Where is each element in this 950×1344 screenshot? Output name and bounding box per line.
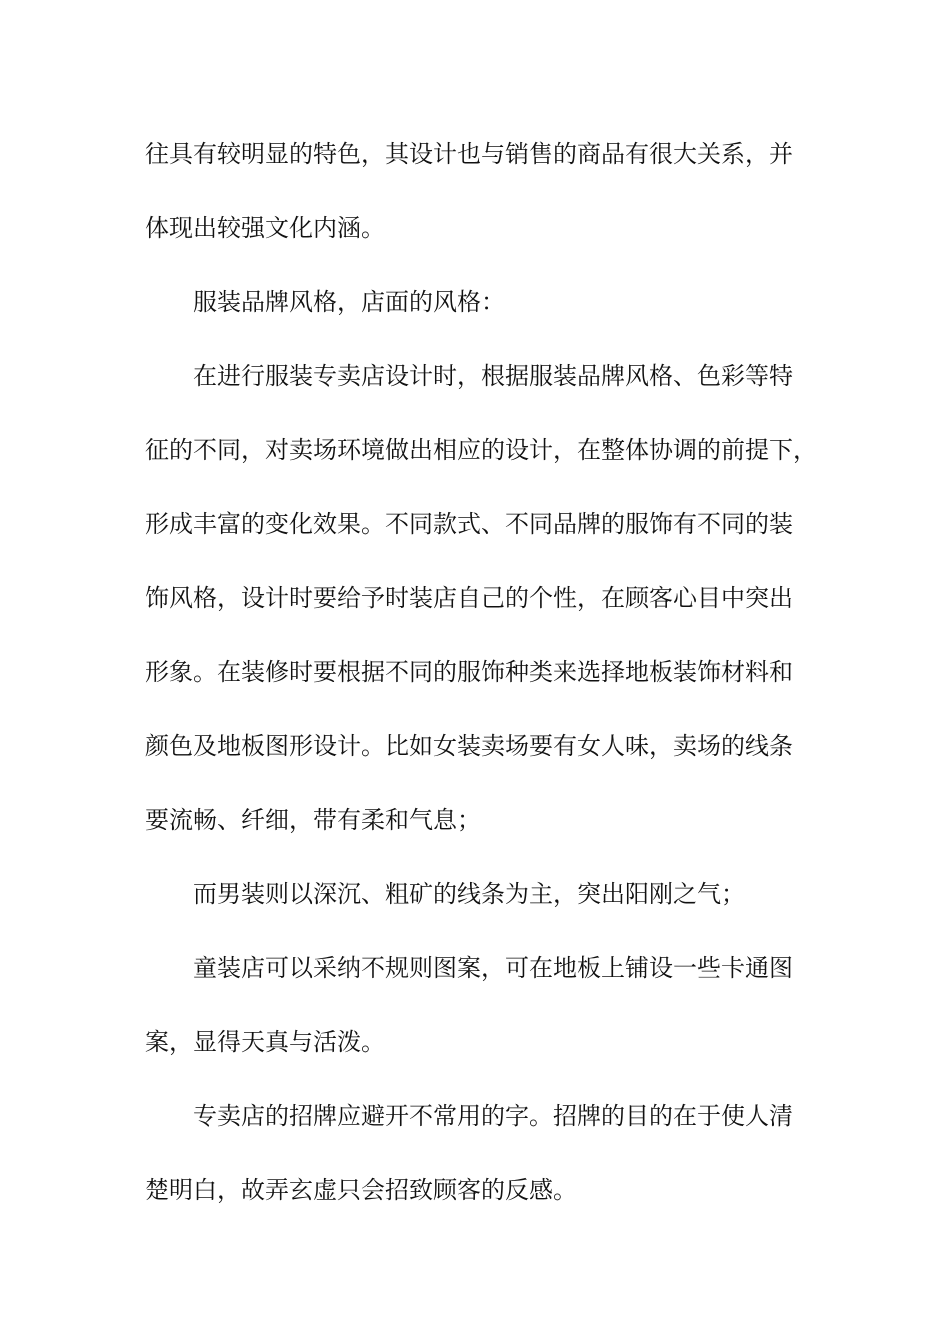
text-line: 在进行服装专卖店设计时，根据服装品牌风格、色彩等特 xyxy=(193,362,793,390)
text-line: 征的不同，对卖场环境做出相应的设计，在整体协调的前提下， xyxy=(145,436,817,464)
text-line: 形成丰富的变化效果。不同款式、不同品牌的服饰有不同的装 xyxy=(145,510,793,538)
text-line: 要流畅、纤细，带有柔和气息； xyxy=(145,806,481,834)
text-line: 案，显得天真与活泼。 xyxy=(145,1028,385,1056)
text-line: 颜色及地板图形设计。比如女装卖场要有女人味，卖场的线条 xyxy=(145,732,793,760)
text-line: 童装店可以采纳不规则图案，可在地板上铺设一些卡通图 xyxy=(193,954,793,982)
text-line: 专卖店的招牌应避开不常用的字。招牌的目的在于使人清 xyxy=(193,1102,793,1130)
text-line: 饰风格，设计时要给予时装店自己的个性，在顾客心目中突出 xyxy=(145,584,793,612)
text-line: 形象。在装修时要根据不同的服饰种类来选择地板装饰材料和 xyxy=(145,658,793,686)
text-line: 体现出较强文化内涵。 xyxy=(145,214,385,242)
text-line: 而男装则以深沉、粗矿的线条为主，突出阳刚之气； xyxy=(193,880,745,908)
text-line: 楚明白，故弄玄虚只会招致顾客的反感。 xyxy=(145,1176,577,1204)
text-line: 往具有较明显的特色，其设计也与销售的商品有很大关系，并 xyxy=(145,140,793,168)
paragraph-heading: 服装品牌风格，店面的风格： xyxy=(193,288,505,316)
